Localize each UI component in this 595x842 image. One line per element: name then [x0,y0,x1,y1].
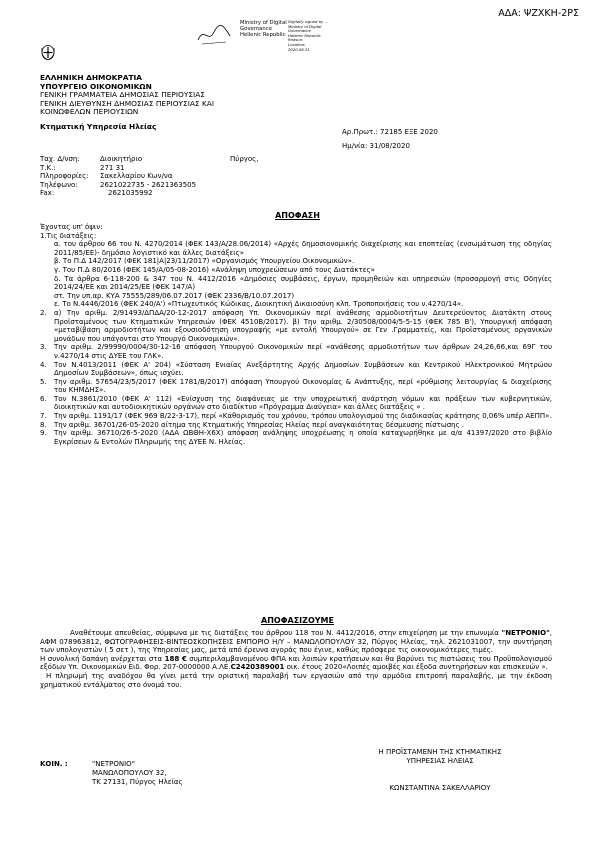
numbered-item [40,361,552,378]
provision-item: β. Το Π.Δ 142/2017 (ΦΕΚ 181|Α|23/11/2017) «Οργανισμός Υπουργείου Οικονομικών». [54,257,355,266]
item-text: Την αριθμ. 2/99990/0004/30-12-16 απόφαση Υπουργού Οικονομικών περί «ανάθεσης αρμοδιοτήτων των άρθρων 24,26,66,και 69Γ του ν.4270/14 στις ΔΥΕΕ του ΓΛΚ». [54,343,552,360]
digital-signature-stamp [196,22,234,52]
cost-text: Η συνολική δαπάνη ανέρχεται στα [40,654,163,663]
recipient-city: ΤΚ 27131, Πύργος Ηλείας [92,777,183,786]
stamp-line: Hellenic Republic [240,32,286,39]
protocol-block [342,128,438,150]
signature-scribble-icon [196,22,234,48]
award-paragraph [40,629,552,655]
recipient-name: "ΝΕΤΡΟΝΙΟ" [92,760,135,768]
intro-text: Έχοντας υπ' όψιν: [40,223,103,231]
numbered-item [40,412,552,421]
budget-code: C2420389001 [230,663,285,672]
recipient-block [40,760,183,787]
cost-paragraph [40,655,552,672]
provision-item: ε. Το Ν.4446/2016 (ΦΕΚ 240/Α') «Πτωχευτικός Κώδικας, Διοικητική Δικαιοσύνη κλπ. Τροποποιήσεις του ν.4270/14». [54,300,464,309]
fax-value: 2621035992 [108,189,153,198]
item-number: 7. [40,412,47,421]
signature-ministry [240,20,287,39]
numbered-item [40,309,552,343]
directorate-line-2: ΚΟΙΝΩΦΕΛΩΝ ΠΕΡΙΟΥΣΙΩΝ [40,107,139,117]
payment-paragraph: Η πληρωμή της αναδόχου θα γίνει μετά την οριστική παραλαβή των εργασιών από την αρμόδια επιτροπή παραλαβής, με την έκδοση χρηματικού εντάλματος στο όνομά του. [40,671,552,689]
document-body [40,223,552,446]
stamp-detail: Hellenic Republic [288,32,321,38]
signature-details [288,20,328,52]
provision-item: στ. Την υπ.αρ. ΚΥΑ 75555/289/06.07.2017 (ΦΕΚ 2336/Β/10.07.2017) [54,291,295,300]
item-number: 6. [40,394,47,403]
signer-title-2: ΥΠΗΡΕΣΙΑΣ ΗΛΕΙΑΣ [406,756,474,765]
signature-block [325,748,555,793]
info-row [40,155,259,164]
ada-code: ΑΔΑ: ΨΖΧΚΗ-2ΡΣ [498,8,579,19]
republic-title: ΕΛΛΗΝΙΚΗ ΔΗΜΟΚΡΑΤΙΑ [40,73,143,82]
item-text: Τον Ν.4013/2011 (ΦΕΚ Α' 204) «Σύσταση Ενιαίας Ανεξάρτητης Αρχής Δημοσίων Συμβάσεων και Κεντρικού Ηλεκτρονικού Μητρώου Δημοσίων Συμβάσεων», όπως ισχύει. [54,360,552,378]
stamp-detail: Governance [288,28,311,34]
contact-value: Σακελλαρίου Κων/να [100,172,173,181]
contact-label: Πληροφορίες: [40,172,89,181]
numbered-item [40,421,552,430]
item-number: 4. [40,360,47,369]
item-number: 2. [40,308,47,317]
decision-body [40,629,552,689]
award-text: Αναθέτουμε απευθείας, σύμφωνα με τις διατάξεις του άρθρου 118 του Ν. 4412/2016, στην επιχείρηση με την επωνυμία [70,629,499,637]
stamp-detail: Reason: [288,37,304,43]
cost-text-2: συμπεριλαμβανομένου ΦΠΑ και λοιπών κρατήσεων και θα βαρύνει τις πιστώσεις του Προϋπολογισμού εξόδων Υπ. Οικονομικών Ειδ. Φορ. 207-0000000 Α.ΛΕ. [40,654,553,672]
item-text: Την αριθμ. 36710/26-5-2020 (ΑΔΑ ΩΒΘΗ-Χ6Χ) απόφαση ανάληψης υποχρέωσης η οποία καταχωρήθηκε με α/α 41397/2020 στο βιβλίο Εγκρίσεων & Εντολών Πληρωμής της ΔΥΕΕ Ν. Ηλείας. [54,429,552,446]
letterhead [40,74,214,132]
stamp-detail: 2020.08.31 [288,46,310,52]
address-city: Πύργος, [230,155,259,163]
directorate-line: ΓΕΝΙΚΗ ΔΙΕΥΘΥΝΣΗ ΔΗΜΟΣΙΑΣ ΠΕΡΙΟΥΣΙΑΣ ΚΑΙ [40,98,215,108]
award-text-2: , ΑΦΜ 078963812, ΦΩΤΟΓΡΑΦΗΣΕΙΣ-ΒΙΝΤΕΟΣΚΟΠΗΣΕΙΣ ΕΜΠΟΡΙΟ Η/Υ – ΜΑΝΩΛΟΠΟΥΛΟΥ 32, Πύργος Ηλείας, τηλ. 2621031007, την συντήρηση των υπολογιστών ( 5 σετ ), της Υπηρεσίας μας, μετά από έρευνα αγοράς που έγινε, καθώς πρόσφερε τις οικονομικότερες τιμές. [40,629,552,655]
stamp-detail: Location: [288,41,306,47]
item-text: α) Την αριθμ. 2/91493/ΔΠΔΑ/20-12-2017 απόφαση Υπ. Οικονομικών περί ανάθεσης αρμοδιοτήτων Δευτερεύοντος Διατάκτη στους Προϊσταμένους των Κτηματικών Υπηρεσιών (ΦΕΚ 4510Β/2017). β) Την αριθμ. 2/30508/0004/5-5-15 (ΦΕΚ 785 Β'), Υπουργική απόφαση «μεταβίβαση αρμοδιοτήτων και εξουσιοδότηση υπογραφής «με εντολή Υπουργού» σε Γεν .Γραμματείς, και Προϊσταμένους οργανικών μονάδων που υπάγονται στο Υπουργό Οικονομικών». [54,308,552,343]
item-number: 3. [40,343,47,352]
item-number: 9. [40,429,47,438]
info-row [40,181,259,190]
item-text: Την αριθμ. 57654/23/5/2017 (ΦΕΚ 1781/Β/2017) απόφαση Υπουργού Οικονομίας & Ανάπτυξης, περί «ρύθμισης λειτουργίας & διαχείρισης του ΚΗΜΔΗΣ». [54,377,552,395]
phone-value: 2621022735 - 2621363505 [100,180,197,189]
decide-title: ΑΠΟΦΑΣΙΖΟΥΜΕ [261,616,334,625]
signer-title: Η ΠΡΟΪΣΤΑΜΕΝΗ ΤΗΣ ΚΤΗΜΑΤΙΚΗΣ [378,748,502,756]
item-text: Την αριθμ. 1191/17 (ΦΕΚ 969 Β/22-3-17), περί «Καθορισμός του χρόνου, τρόπου υπολογισμού της διαδικασίας κράτησης 0,06% υπέρ ΑΕΠΠ». [54,412,552,421]
numbered-item [40,378,552,395]
info-row [40,164,259,173]
recipient-address: ΜΑΝΩΛΟΠΟΥΛΟΥ 32, [92,768,167,777]
cost-amount: 188 € [164,654,187,663]
stamp-detail: Digitally signed by ... [288,19,329,24]
numbered-item [40,343,552,360]
info-row [40,172,259,181]
secretariat-line: ΓΕΝΙΚΗ ΓΡΑΜΜΑΤΕΙΑ ΔΗΜΟΣΙΑΣ ΠΕΡΙΟΥΣΙΑΣ [40,90,205,100]
contractor-name: "ΝΕΤΡΟΝΙΟ" [501,629,550,637]
provision-item: δ. Τα άρθρα 6-118-200 & 347 του Ν. 4412/2016 «Δημόσιες συμβάσεις, έργων, προμηθειών και υπηρεσιών (προσαρμογή στις Οδηγίες 2014/24/ΕΕ και 2014/25/ΕΕ (ΦΕΚ 147/Α) [54,274,552,292]
numbered-item [40,429,552,446]
provision-item: α. του άρθρου 66 του Ν. 4270/2014 (ΦΕΚ 143/Α/28.06/2014) «Αρχές δημοσιονομικής διαχείρισης και εποπτείας (ενσωμάτωση της οδηγίας 2011/85/ΕΕ)- δημόσιο λογιστικό και άλλες διατάξεις» [54,240,552,257]
decision-title: ΑΠΟΦΑΣΗ [275,211,320,220]
postcode-value: 271 31 [100,163,125,172]
service-name: Κτηματική Υπηρεσία Ηλείας [40,121,157,131]
stamp-line: Ministry of Digital [240,20,287,26]
item-number: 8. [40,420,47,429]
fax-label: Fax: [40,189,55,198]
item-text: Την αριθμ. 36701/26-05-2020 αίτημα της Κτηματικής Υπηρεσίας Ηλείας περί αναγκαιότητας δέσμευσης πίστωσης . [54,420,465,429]
address-value: Διοικητήριο [100,155,143,163]
phone-label: Τηλέφωνο: [40,180,78,189]
greek-emblem-icon [40,44,56,60]
provisions-heading: 1.Τις διατάξεις: [40,231,97,240]
contact-info [40,155,259,198]
item-text: Τον Ν.3861/2010 (ΦΕΚ Α' 112) «Ενίσχυση της διαφάνειας με την υποχρεωτική ανάρτηση νόμων και πράξεων των κυβερνητικών, διοικητικών και αυτοδιοικητικών οργάνων στο διαδίκτυο «Πρόγραμμα Διαύγεια» και άλλες διατάξεις » . [54,394,552,412]
address-label: Ταχ. Δ/νση: [40,155,80,163]
recipient-label: ΚΟΙΝ. : [40,760,68,768]
protocol-number: Αρ.Πρωτ.: 72185 ΕΞΕ 2020 [342,128,438,136]
postcode-label: Τ.Κ.: [40,163,56,172]
stamp-line: Governance [240,26,272,33]
numbered-item [40,395,552,412]
info-row [40,189,259,198]
protocol-date: Ημ/νία: 31/08/2020 [342,141,410,150]
cost-text-3: οικ. έτους 2020«Λοιπές αμοιβές και έξοδα συντηρήσεων και επισκευών ». [286,663,548,672]
item-number: 5. [40,377,47,386]
signer-name: ΚΩΝΣΤΑΝΤΙΝΑ ΣΑΚΕΛΛΑΡΙΟΥ [389,783,491,792]
ministry-title: ΥΠΟΥΡΓΕΙΟ ΟΙΚΟΝΟΜΙΚΩΝ [40,81,152,91]
provision-item: γ. Του Π.Δ 80/2016 (ΦΕΚ 145/Α/05-08-2016) «Ανάληψη υποχρεώσεων από τους Διατάκτες» [54,265,375,274]
stamp-detail: Ministry of Digital [288,23,322,29]
